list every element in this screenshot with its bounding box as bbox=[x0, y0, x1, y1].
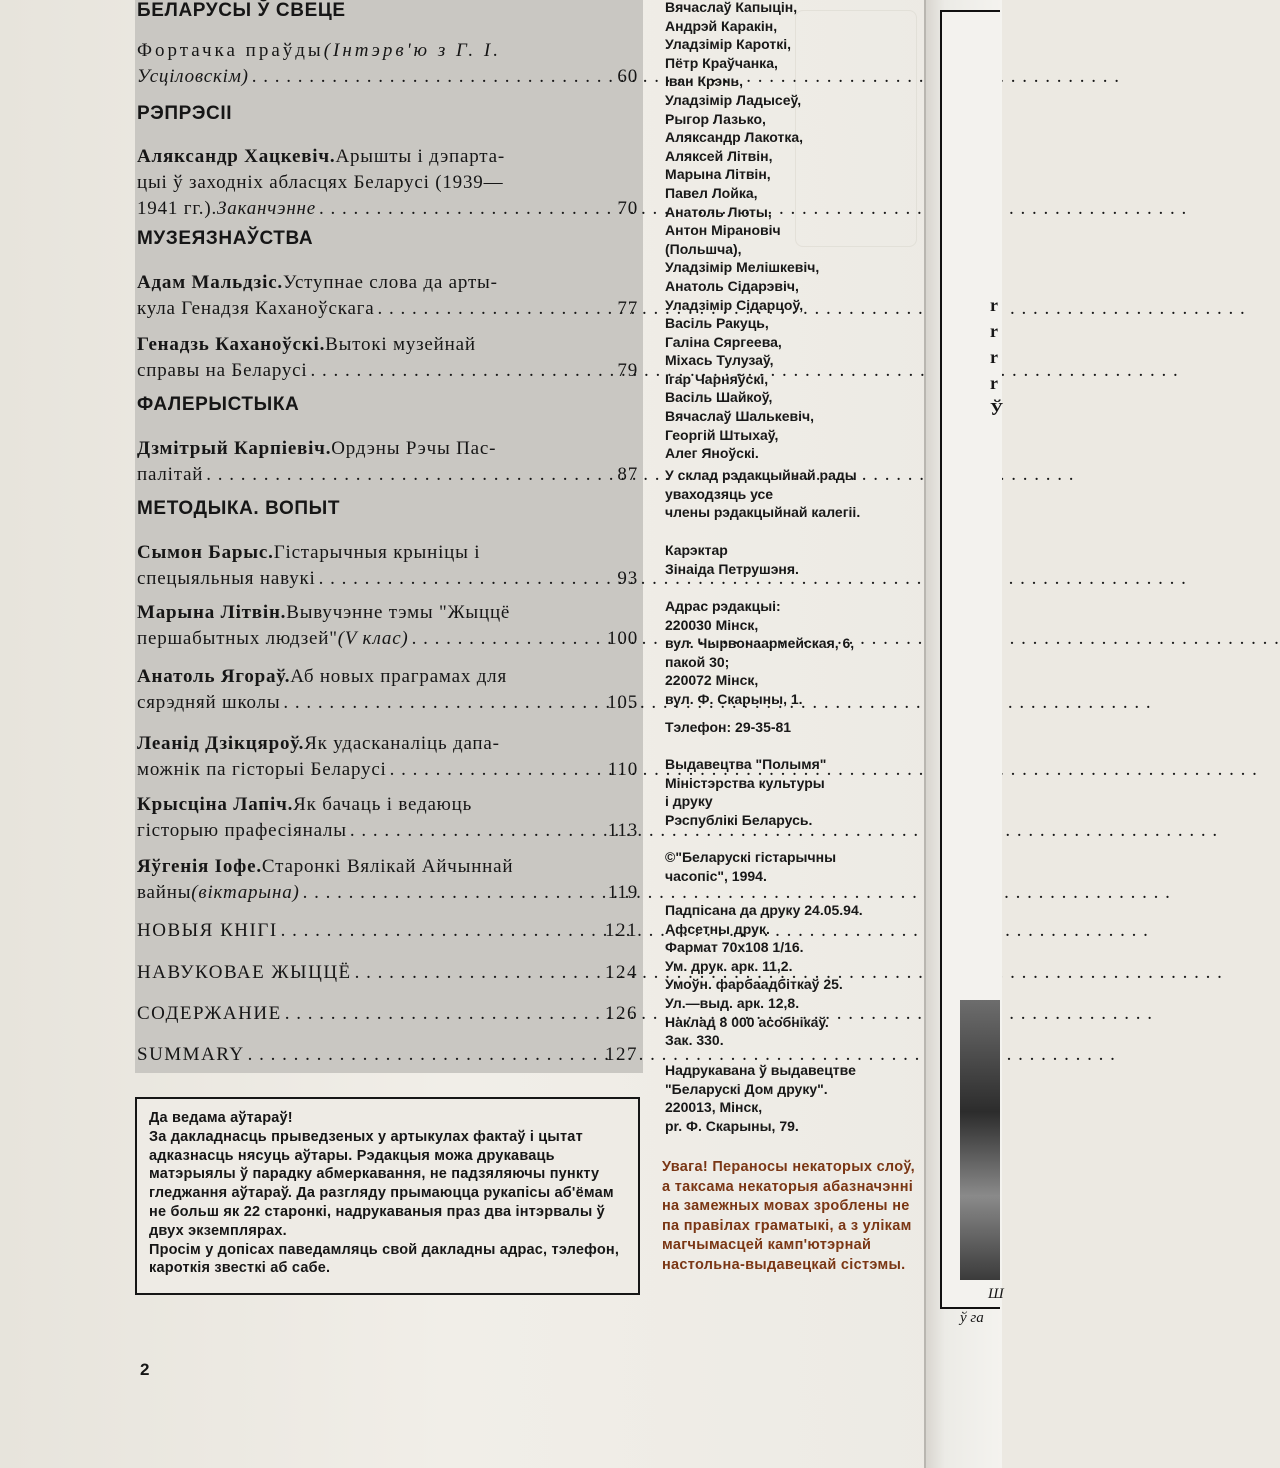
page-ref: 127 bbox=[605, 1044, 638, 1065]
section-heading: БЕЛАРУСЫ Ў СВЕЦЕ bbox=[137, 0, 346, 21]
toc-entry[interactable] bbox=[137, 332, 638, 384]
toc-entry[interactable] bbox=[137, 731, 638, 783]
entry-author: Адам Мальдзіс. bbox=[137, 272, 283, 293]
entry-author: Дзмітрый Карпіевіч. bbox=[137, 438, 332, 459]
entry-title-cont: цыі ў заходніх абласцях Беларусі (1939— bbox=[137, 172, 504, 193]
adjacent-page-caption bbox=[960, 1282, 1004, 1330]
entry-title: Старонкі Вялікай Айчыннай bbox=[261, 856, 514, 877]
typography-warning: Увага! Пераносы некаторых слоў, а таксама некаторыя абазначэнні на замежных мовах зроблены не па правілах граматыкі, а з улікам магчымасцей камп'ютэрнай настольна-выдавецкай сістэмы. bbox=[662, 1159, 916, 1273]
page-ref: 70 bbox=[617, 198, 638, 219]
caption-line: Ш bbox=[988, 1286, 1004, 1302]
adjacent-page-text: Ў bbox=[990, 399, 1004, 419]
page-ref: 77 bbox=[617, 298, 638, 319]
caption-line: ў га bbox=[960, 1310, 984, 1326]
editorial-board-note: У склад рэдакцыйнай рады уваходзяць усе члены рэдакцыйнай калегіі. bbox=[665, 467, 861, 521]
entry-title-cont: гісторыю прафесіяналы bbox=[137, 820, 347, 841]
entry-title: Ордэны Рэчы Пас- bbox=[331, 438, 497, 459]
proofreader: Карэктар Зінаіда Петрушэня. bbox=[665, 542, 799, 577]
editorial-address: Адрас рэдакцыі: 220030 Мінск, вул. Чырвонаармейская, 6, пакой 30; 220072 Мінск, вул. Ф. Скарыны, 1. bbox=[665, 598, 855, 707]
entry-title: Гістарычныя крыніцы і bbox=[273, 542, 481, 563]
toc-entry-single[interactable] bbox=[137, 1001, 638, 1027]
page-ref: 113 bbox=[607, 820, 638, 841]
section-heading: РЭПРЭСІІ bbox=[137, 103, 233, 124]
entry-title-cont: можнік па гісторыі Беларусі bbox=[137, 759, 387, 780]
entry-title-cont: справы на Беларусі bbox=[137, 360, 308, 381]
entry-note: Заканчэнне bbox=[217, 198, 317, 219]
page-ref: 93 bbox=[617, 568, 638, 589]
entry-subtitle-cont: Усціловскім) bbox=[137, 66, 249, 87]
printer-info: Надрукавана ў выдавецтве "Беларускі Дом друку". 220013, Мінск, pr. Ф. Скарыны, 79. bbox=[665, 1062, 856, 1134]
entry-author: Крысціна Лапіч. bbox=[137, 794, 294, 815]
entry-title-cont: сярэдняй школы bbox=[137, 692, 281, 713]
authors-notice-box bbox=[135, 1097, 640, 1295]
toc-entry[interactable] bbox=[137, 792, 638, 844]
entry-title-cont: спецыяльныя навукі bbox=[137, 568, 316, 589]
page-ref: 124 bbox=[605, 962, 638, 983]
entry-title: Уступнае слова да арты- bbox=[282, 272, 498, 293]
entry-title: СОДЕРЖАНИЕ bbox=[137, 1003, 282, 1024]
notice-title: Да ведама аўтараў! bbox=[149, 1110, 293, 1126]
toc-entry[interactable] bbox=[137, 664, 638, 716]
page-ref: 126 bbox=[605, 1003, 638, 1024]
toc-entry[interactable] bbox=[137, 436, 638, 488]
entry-author: Аляксандр Хацкевіч. bbox=[137, 146, 336, 167]
entry-title-cont: вайны bbox=[137, 882, 192, 903]
entry-title: НОВЫЯ КНІГІ bbox=[137, 920, 278, 941]
entry-title: НАВУКОВАЕ ЖЫЦЦЁ bbox=[137, 962, 352, 983]
adjacent-page-text: r bbox=[990, 321, 998, 341]
adjacent-page-text: r bbox=[990, 373, 998, 393]
entry-title: Аб новых праграмах для bbox=[290, 666, 507, 687]
publisher-info: Выдавецтва "Полымя" Міністэрства культуры і друку Рэспублікі Беларусь. bbox=[665, 756, 827, 828]
copyright: ©"Беларускі гістарычны часопіс", 1994. bbox=[665, 849, 837, 884]
toc-entry[interactable] bbox=[137, 600, 638, 652]
toc-entry[interactable] bbox=[137, 270, 638, 322]
notice-paragraph: За дакладнасць прыведзеных у артыкулах фактаў і цытат адказнасць нясуць аўтары. Рэдакцыя можа друкаваць матэрыялы ў парадку абмеркавання, не падзяляючы пункту гледжання аўтараў. Да разгляду прымаюцца рукапісы аб'ёмам не больш як 22 старонкі, надрукаваныя праз два інтэрвалы ў двух экземплярах. bbox=[149, 1128, 614, 1239]
entry-title: Вывучэнне тэмы "Жыццё bbox=[286, 602, 511, 623]
entry-author: Анатоль Ягораў. bbox=[137, 666, 291, 687]
entry-title: Арышты і дэпарта- bbox=[335, 146, 505, 167]
toc-entry[interactable] bbox=[137, 38, 638, 90]
entry-title-cont: кула Генадзя Каханоўскага bbox=[137, 298, 375, 319]
section-heading: МЕТОДЫКА. ВОПЫТ bbox=[137, 498, 341, 519]
entry-title-cont: палітай bbox=[137, 464, 204, 485]
toc-entry-single[interactable] bbox=[137, 918, 638, 944]
page-number: 2 bbox=[140, 1360, 150, 1379]
page-ref: 87 bbox=[617, 464, 638, 485]
notice-paragraph: Просім у допісах паведамляць свой дакладны адрас, тэлефон, кароткія звесткі аб сабе. bbox=[149, 1241, 620, 1277]
entry-title: Як удасканаліць дапа- bbox=[304, 733, 500, 754]
page-ref: 60 bbox=[617, 66, 638, 87]
adjacent-page-text: r bbox=[990, 347, 998, 367]
toc-entry-single[interactable] bbox=[137, 960, 638, 986]
page-ref: 110 bbox=[607, 759, 638, 780]
adjacent-page-photo bbox=[960, 1000, 1000, 1280]
toc-entry[interactable] bbox=[137, 540, 638, 592]
section-heading: ФАЛЕРЫСТЫКА bbox=[137, 394, 300, 415]
page-ref: 121 bbox=[605, 920, 638, 941]
entry-author: Генадзь Каханоўскі. bbox=[137, 334, 326, 355]
page-ref: 105 bbox=[607, 692, 638, 713]
editorial-phone: Тэлефон: 29-35-81 bbox=[665, 719, 792, 735]
editorial-board-list: Вячаслаў Капыцін, Андрэй Каракін, Уладзімір Кароткі, Пётр Краўчанка, Іван Крэнь, Уладзімір Ладысеў, Рыгор Лазько, Аляксандр Лакотка, Аляксей Літвін, Марына Літвін, Павел Лойка, Анатоль Люты, Антон Міpановіч (Польшча), Уладзімір Мелішкевіч, Анатоль Сідарэвіч, Уладзімір Сідарцоў, Васіль Ракуць, Галіна Сяргеева, Міхась Тулузаў, Ігар Чарняўскі, Васіль Шайкоў, Вячаслаў Шалькевіч, Георгій Штыхаў, Алег Яноўскі. bbox=[665, 0, 820, 462]
entry-note: (V клас) bbox=[337, 628, 409, 649]
toc-entry[interactable] bbox=[137, 854, 638, 906]
entry-title: Як бачаць і ведаюць bbox=[293, 794, 473, 815]
entry-subtitle: (Інтэрв'ю з Г. І. bbox=[323, 40, 501, 61]
toc-entry-single[interactable] bbox=[137, 1042, 638, 1068]
entry-author: Леанід Дзікцяроў. bbox=[137, 733, 305, 754]
entry-title: SUMMARY bbox=[137, 1044, 245, 1065]
entry-title-cont: 1941 гг.). bbox=[137, 198, 218, 219]
page-ref: 79 bbox=[617, 360, 638, 381]
entry-title-cont: першабытных людзей" bbox=[137, 628, 338, 649]
page-ref: 119 bbox=[607, 882, 638, 903]
adjacent-page-text: r bbox=[990, 295, 998, 315]
section-heading: МУЗЕЯЗНАЎСТВА bbox=[137, 228, 314, 249]
print-info: Падпісана да друку 24.05.94. Афсетны друк. Фармат 70х108 1/16. Ум. друк. арк. 11,2. Умоўн. фарбаадбіткаў 25. Ул.—выд. арк. 12,8. Наклад 8 000 асобнікаў. Зак. 330. bbox=[665, 902, 863, 1049]
toc-entry[interactable] bbox=[137, 144, 638, 222]
page-ref: 100 bbox=[607, 628, 638, 649]
entry-author: Марына Літвін. bbox=[137, 602, 287, 623]
entry-author: Сымон Барыс. bbox=[137, 542, 274, 563]
entry-title: Фортачка праўды bbox=[137, 40, 324, 61]
entry-title: Вытокі музейнай bbox=[325, 334, 476, 355]
entry-author: Яўгенія Іофе. bbox=[137, 856, 262, 877]
entry-note: (віктарына) bbox=[191, 882, 300, 903]
